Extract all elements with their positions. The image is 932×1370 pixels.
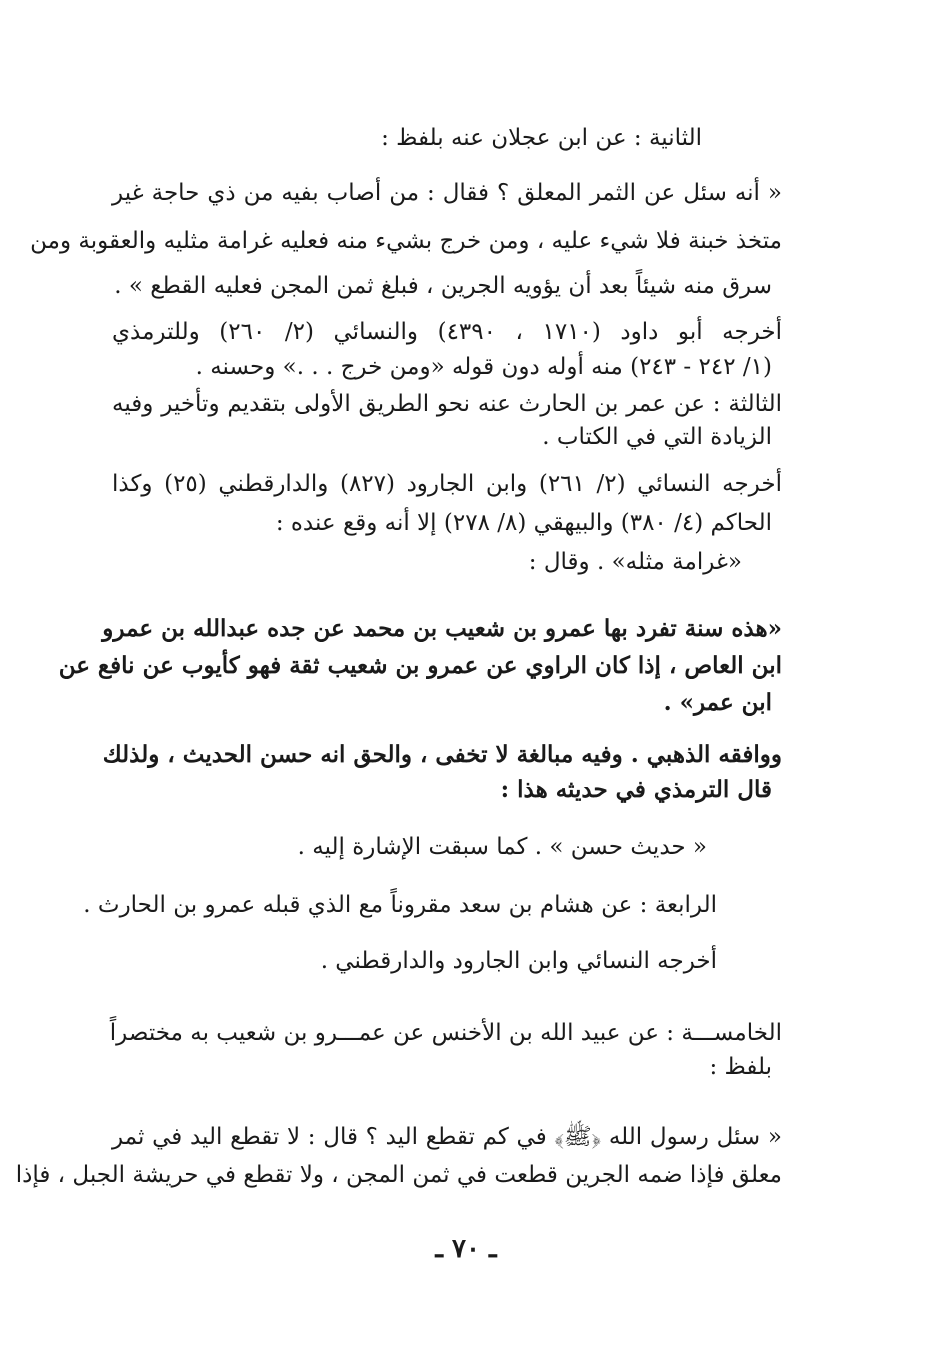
text-line: «غرامة مثله» . وقال : [528, 549, 742, 575]
text-line: معلق فإذا ضمه الجرين قطعت في ثمن المجن ، ولا تقطع في حريشة الجبل ، فإذا [15, 1162, 782, 1188]
text-line: أخرجه النسائي وابن الجارود والدارقطني . [320, 948, 717, 974]
text-line: الرابعة : عن هشام بن سعد مقروناً مع الذي قبله عمرو بن الحارث . [83, 892, 717, 918]
text-line: أخرجه أبو داود (١٧١٠ ، ٤٣٩٠) والنسائي (٢/ ٢٦٠) وللترمذي [112, 319, 782, 345]
page-number: ـ ٧٠ ـ [435, 1234, 497, 1264]
text-line: (١/ ٢٤٢ - ٢٤٣) منه أوله دون قوله «ومن خرج . . .» وحسنه . [195, 354, 772, 380]
quote-line: «هذه سنة تفرد بها عمرو بن شعيب بن محمد عن جده عبدالله بن عمرو [102, 615, 782, 642]
text-line: « سئل رسول الله ﴿ﷺ﴾ في كم تقطع اليد ؟ قال : لا تقطع اليد في ثمر [112, 1124, 782, 1150]
text-line: الثانية : عن ابن عجلان عنه بلفظ : [381, 125, 702, 151]
text-line: بلفظ : [709, 1054, 772, 1080]
text-line: الزيادة التي في الكتاب . [542, 424, 772, 450]
quote-line: ابن عمر» . [663, 689, 772, 716]
text-line: ووافقه الذهبي . وفيه مبالغة لا تخفى ، والحق انه حسن الحديث ، ولذلك [102, 741, 782, 768]
text-line: « حديث حسن » . كما سبقت الإشارة إليه . [297, 834, 707, 860]
text-line: سرق منه شيئاً بعد أن يؤويه الجرين ، فبلغ ثمن المجن فعليه القطع » . [114, 273, 772, 299]
text-line: أخرجه النسائي (٢/ ٢٦١) وابن الجارود (٨٢٧) والدارقطني (٢٥) وكذا [112, 471, 782, 497]
text-line: الخامســـة : عن عبيد الله بن الأخنس عن عمـــرو بن شعيب به مختصراً [109, 1020, 782, 1046]
text-line: متخذ خبنة فلا شيء عليه ، ومن خرج بشيء منه فعليه غرامة مثليه والعقوبة ومن [30, 228, 782, 254]
text-line: « أنه سئل عن الثمر المعلق ؟ فقال : من أصاب بفيه من ذي حاجة غير [112, 180, 782, 206]
text-line: قال الترمذي في حديثه هذا : [500, 776, 772, 803]
text-line: الثالثة : عن عمر بن الحارث عنه نحو الطريق الأولى بتقديم وتأخير وفيه [112, 391, 782, 417]
quote-line: ابن العاص ، إذا كان الراوي عن عمرو بن شعيب ثقة فهو كأيوب عن نافع عن [58, 652, 782, 679]
text-line: الحاكم (٤/ ٣٨٠) والبيهقي (٨/ ٢٧٨) إلا أنه وقع عنده : [275, 510, 772, 536]
